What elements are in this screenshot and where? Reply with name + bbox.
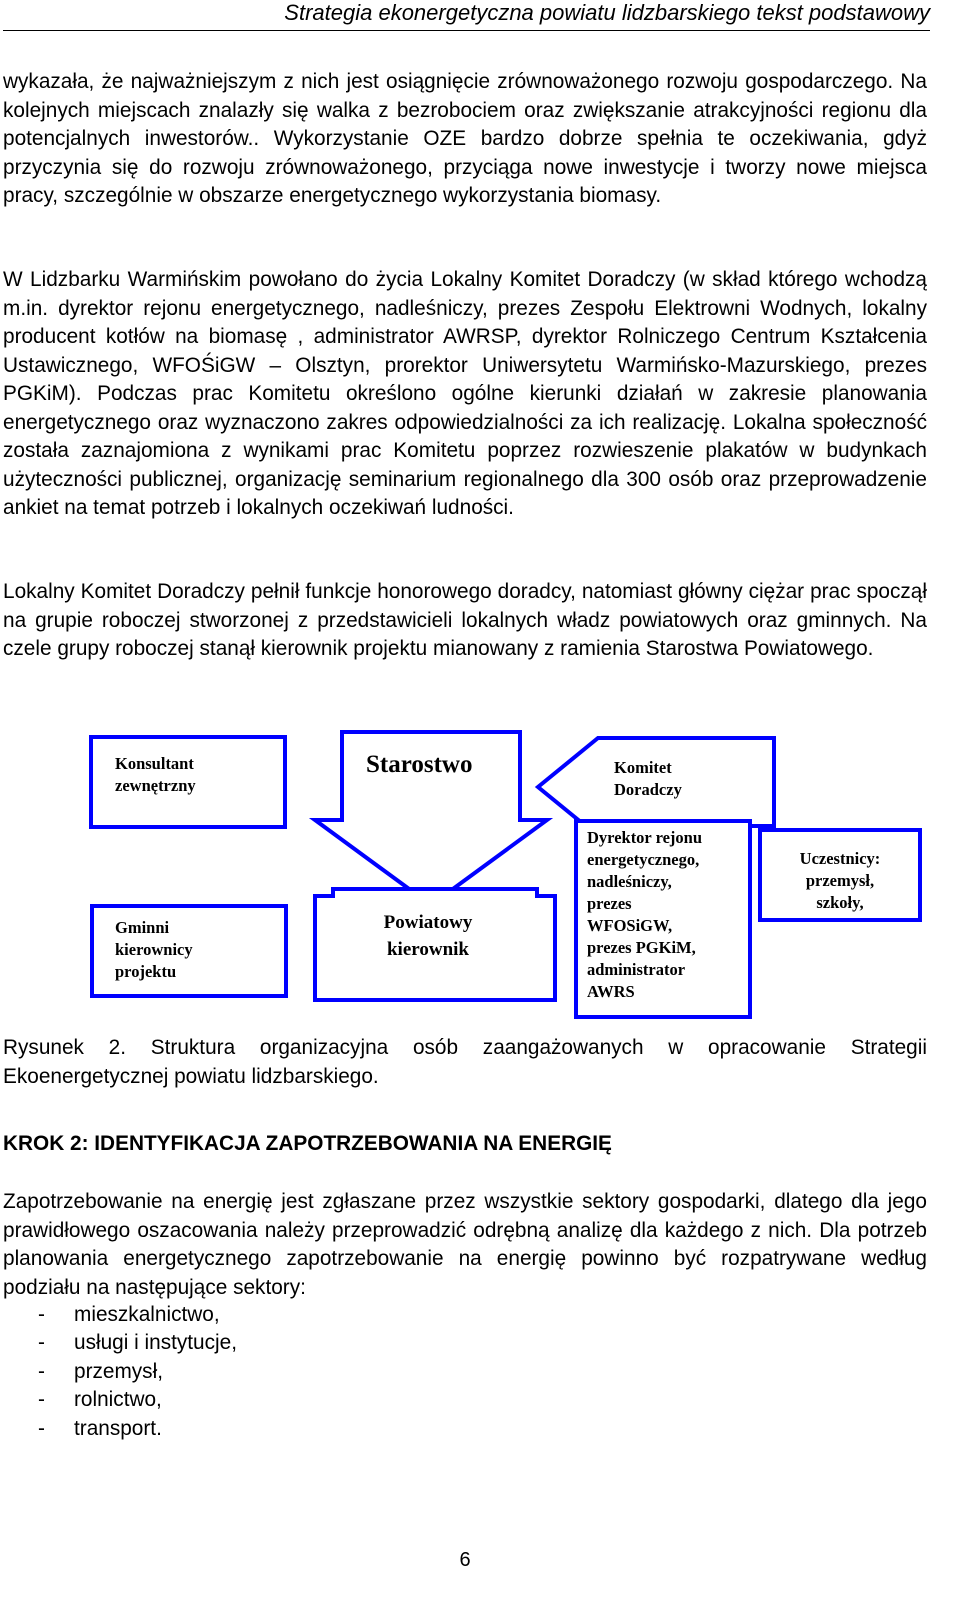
label-district-manager: Powiatowy kierownik (383, 912, 473, 960)
list-item-text: rolnictwo, (74, 1388, 162, 1412)
paragraph-working-group: Lokalny Komitet Doradczy pełnił funkcje honorowego doradcy, natomiast główny ciężar prac spoczął na grupie roboczej stworzonej z przedstawicieli lokalnych władz powiatowych oraz gminnych. Na czele grupy roboczej stanął kierownik projektu mianowany z ramienia Starostwa Powiatowego. (3, 580, 927, 660)
list-item-text: mieszkalnictwo, (74, 1303, 220, 1326)
bullet-dash: - (38, 1303, 45, 1326)
bullet-dash: - (38, 1388, 45, 1412)
bullet-dash: - (38, 1331, 45, 1355)
list-item-text: usługi i instytucje, (74, 1331, 237, 1355)
page-number: 6 (459, 1549, 471, 1571)
bullet-dash: - (38, 1416, 45, 1440)
sector-list (3, 1301, 237, 1443)
label-municipal-managers: Gminni kierownicy projektu (115, 918, 193, 981)
list-item (3, 1301, 237, 1329)
list-item (3, 1329, 237, 1357)
list-item (3, 1358, 237, 1386)
label-participants: Uczestnicy: przemysł, szkoły, (799, 849, 881, 912)
list-item-text: przemysł, (74, 1359, 163, 1383)
paragraph-intro: wykazała, że najważniejszym z nich jest osiągnięcie zrównoważonego rozwoju gospodarczego. Na kolejnych miejscach znalazły się walka z bezrobociem oraz zwiększanie atrakcyjności regionu dla potencjalnych inwestorów.. Wykorzystanie OZE bardzo dobrze spełnia te oczekiwania, gdyż przyczynia się do rozwoju zrównoważonego, przyciąga nowe inwestycje i tworzy nowe miejsca pracy, szczególnie w obszarze energetycznego wykorzystania biomasy. (3, 70, 927, 207)
header-rule (3, 30, 930, 31)
bullet-dash: - (38, 1359, 45, 1383)
label-consultant: Konsultant zewnętrzny (115, 754, 196, 795)
label-committee-members: Dyrektor rejonu energetycznego, nadleśniczy, prezes WFOSiGW, prezes PGKiM, administrator AWRS (587, 828, 703, 1001)
label-starostwo: Starostwo (366, 751, 473, 778)
label-committee: Komitet Doradczy (614, 758, 682, 799)
list-item (3, 1415, 237, 1443)
running-header: Strategia ekonergetyczna powiatu lidzbarskiego tekst podstawowy (284, 0, 930, 25)
paragraph-committee: W Lidzbarku Warmińskim powołano do życia Lokalny Komitet Doradczy (w skład którego wchodzą m.in. dyrektor rejonu energetycznego, nadleśniczy, prezes Zespołu Elektrowni Wodnych, lokalny producent kotłów na biomasę , administrator AWRSP, dyrektor Rolniczego Centrum Kształcenia Ustawicznego, WFOŚiGW – Olsztyn, prorektor Uniwersytetu Warmińsko-Mazurskiego, prezes PGKiM). Podczas prac Komitetu określono ogólne kierunki działań w zakresie planowania energetycznego oraz wyznaczono zakres odpowiedzialności za ich realizację. Lokalna społeczność została zaznajomiona z wynikami prac Komitetu poprzez rozwieszenie plakatów w budynkach użyteczności publicznej, organizację seminarium regionalnego dla 300 osób oraz przeprowadzenie ankiet na temat potrzeb i lokalnych oczekiwań ludności. (3, 268, 927, 519)
list-item (3, 1386, 237, 1414)
figure-caption: Rysunek 2. Struktura organizacyjna osób zaangażowanych w opracowanie Strategii Ekoenergetycznej powiatu lidzbarskiego. (3, 1036, 927, 1088)
section-heading: KROK 2: IDENTYFIKACJA ZAPOTRZEBOWANIA NA ENERGIĘ (3, 1132, 612, 1155)
list-item-text: transport. (74, 1416, 162, 1440)
paragraph-energy-demand: Zapotrzebowanie na energię jest zgłaszane przez wszystkie sektory gospodarki, dlatego dla jego prawidłowego oszacowania należy przeprowadzić odrębną analizę dla każdego z nich. Dla potrzeb planowania energetycznego zapotrzebowanie na energię powinno być rozpatrywane według podziału na następujące sektory: (3, 1190, 927, 1299)
organization-diagram (80, 725, 940, 1030)
